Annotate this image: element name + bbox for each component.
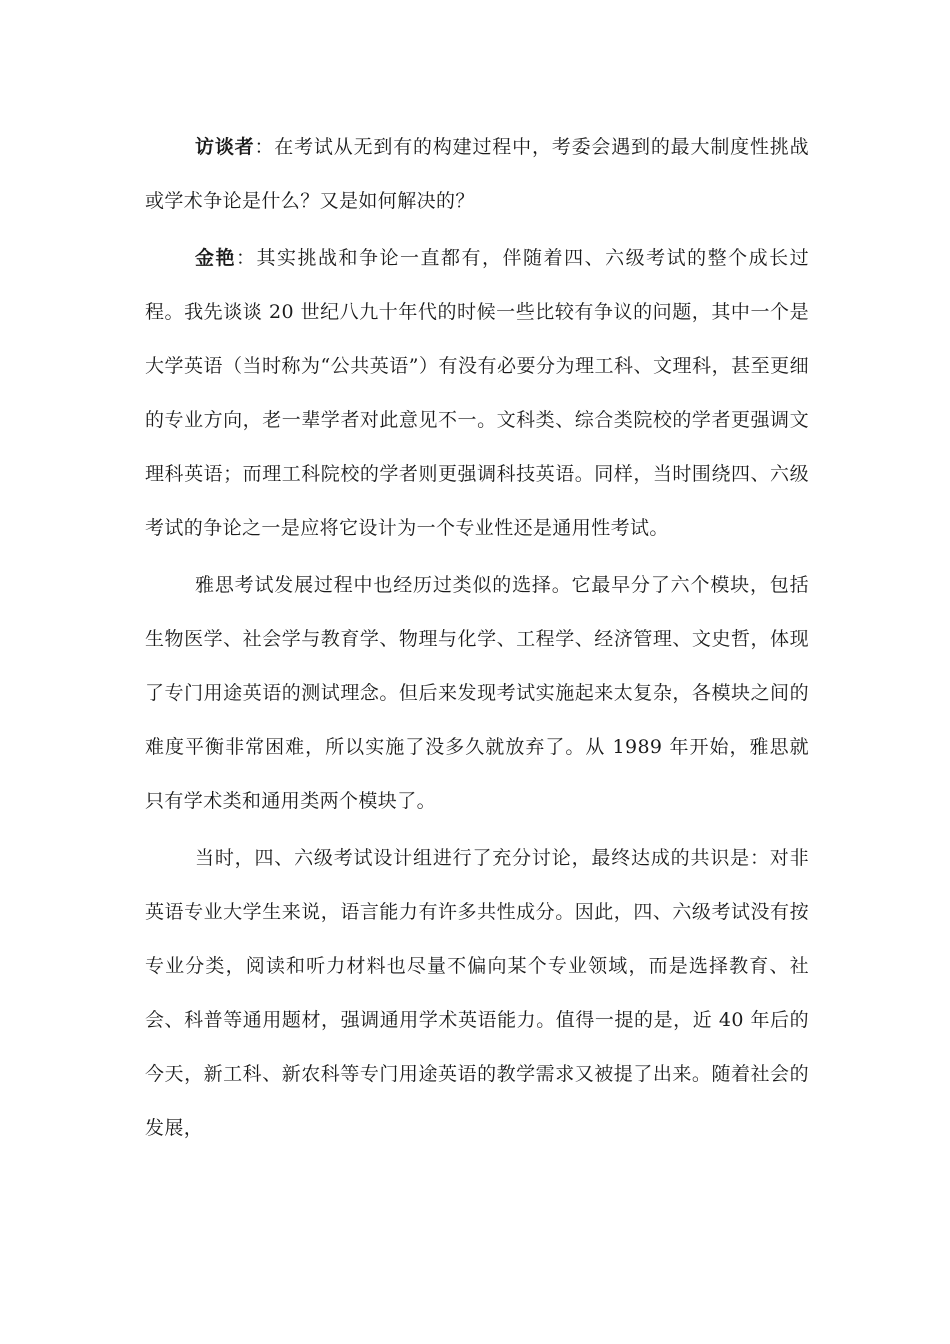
interviewer-question-paragraph: [145, 120, 809, 228]
speaker-label: 金艳: [195, 247, 237, 269]
answer-paragraph-2: [145, 558, 809, 828]
paragraph-text: ：其实挑战和争论一直都有，伴随着四、六级考试的整个成长过程。我先谈谈 20 世纪八九十年代的时候一些比较有争议的问题，其中一个是大学英语（当时称为“公共英语”）有没有必要分为理工科、文理科，甚至更细的专业方向，老一辈学者对此意见不一。文科类、综合类院校的学者更强调文理科英语；而理工科院校的学者则更强调科技英语。同样，当时围绕四、六级考试的争论之一是应将它设计为一个专业性还是通用性考试。: [145, 247, 809, 539]
document-body: [145, 120, 809, 1158]
paragraph-text: 当时，四、六级考试设计组进行了充分讨论，最终达成的共识是：对非英语专业大学生来说，语言能力有许多共性成分。因此，四、六级考试没有按专业分类，阅读和听力材料也尽量不偏向某个专业领域，而是选择教育、社会、科普等通用题材，强调通用学术英语能力。值得一提的是，近 40 年后的今天，新工科、新农科等专门用途英语的教学需求又被提了出来。随着社会的发展，: [145, 847, 809, 1139]
paragraph-text: 雅思考试发展过程中也经历过类似的选择。它最早分了六个模块，包括生物医学、社会学与教育学、物理与化学、工程学、经济管理、文史哲，体现了专门用途英语的测试理念。但后来发现考试实施起来太复杂，各模块之间的难度平衡非常困难，所以实施了没多久就放弃了。从 1989 年开始，雅思就只有学术类和通用类两个模块了。: [145, 574, 809, 812]
answer-paragraph-3: [145, 831, 809, 1155]
paragraph-text: ：在考试从无到有的构建过程中，考委会遇到的最大制度性挑战或学术争论是什么？又是如何解决的？: [145, 136, 810, 212]
answer-paragraph-1: [145, 231, 809, 555]
speaker-label: 访谈者: [195, 136, 255, 158]
